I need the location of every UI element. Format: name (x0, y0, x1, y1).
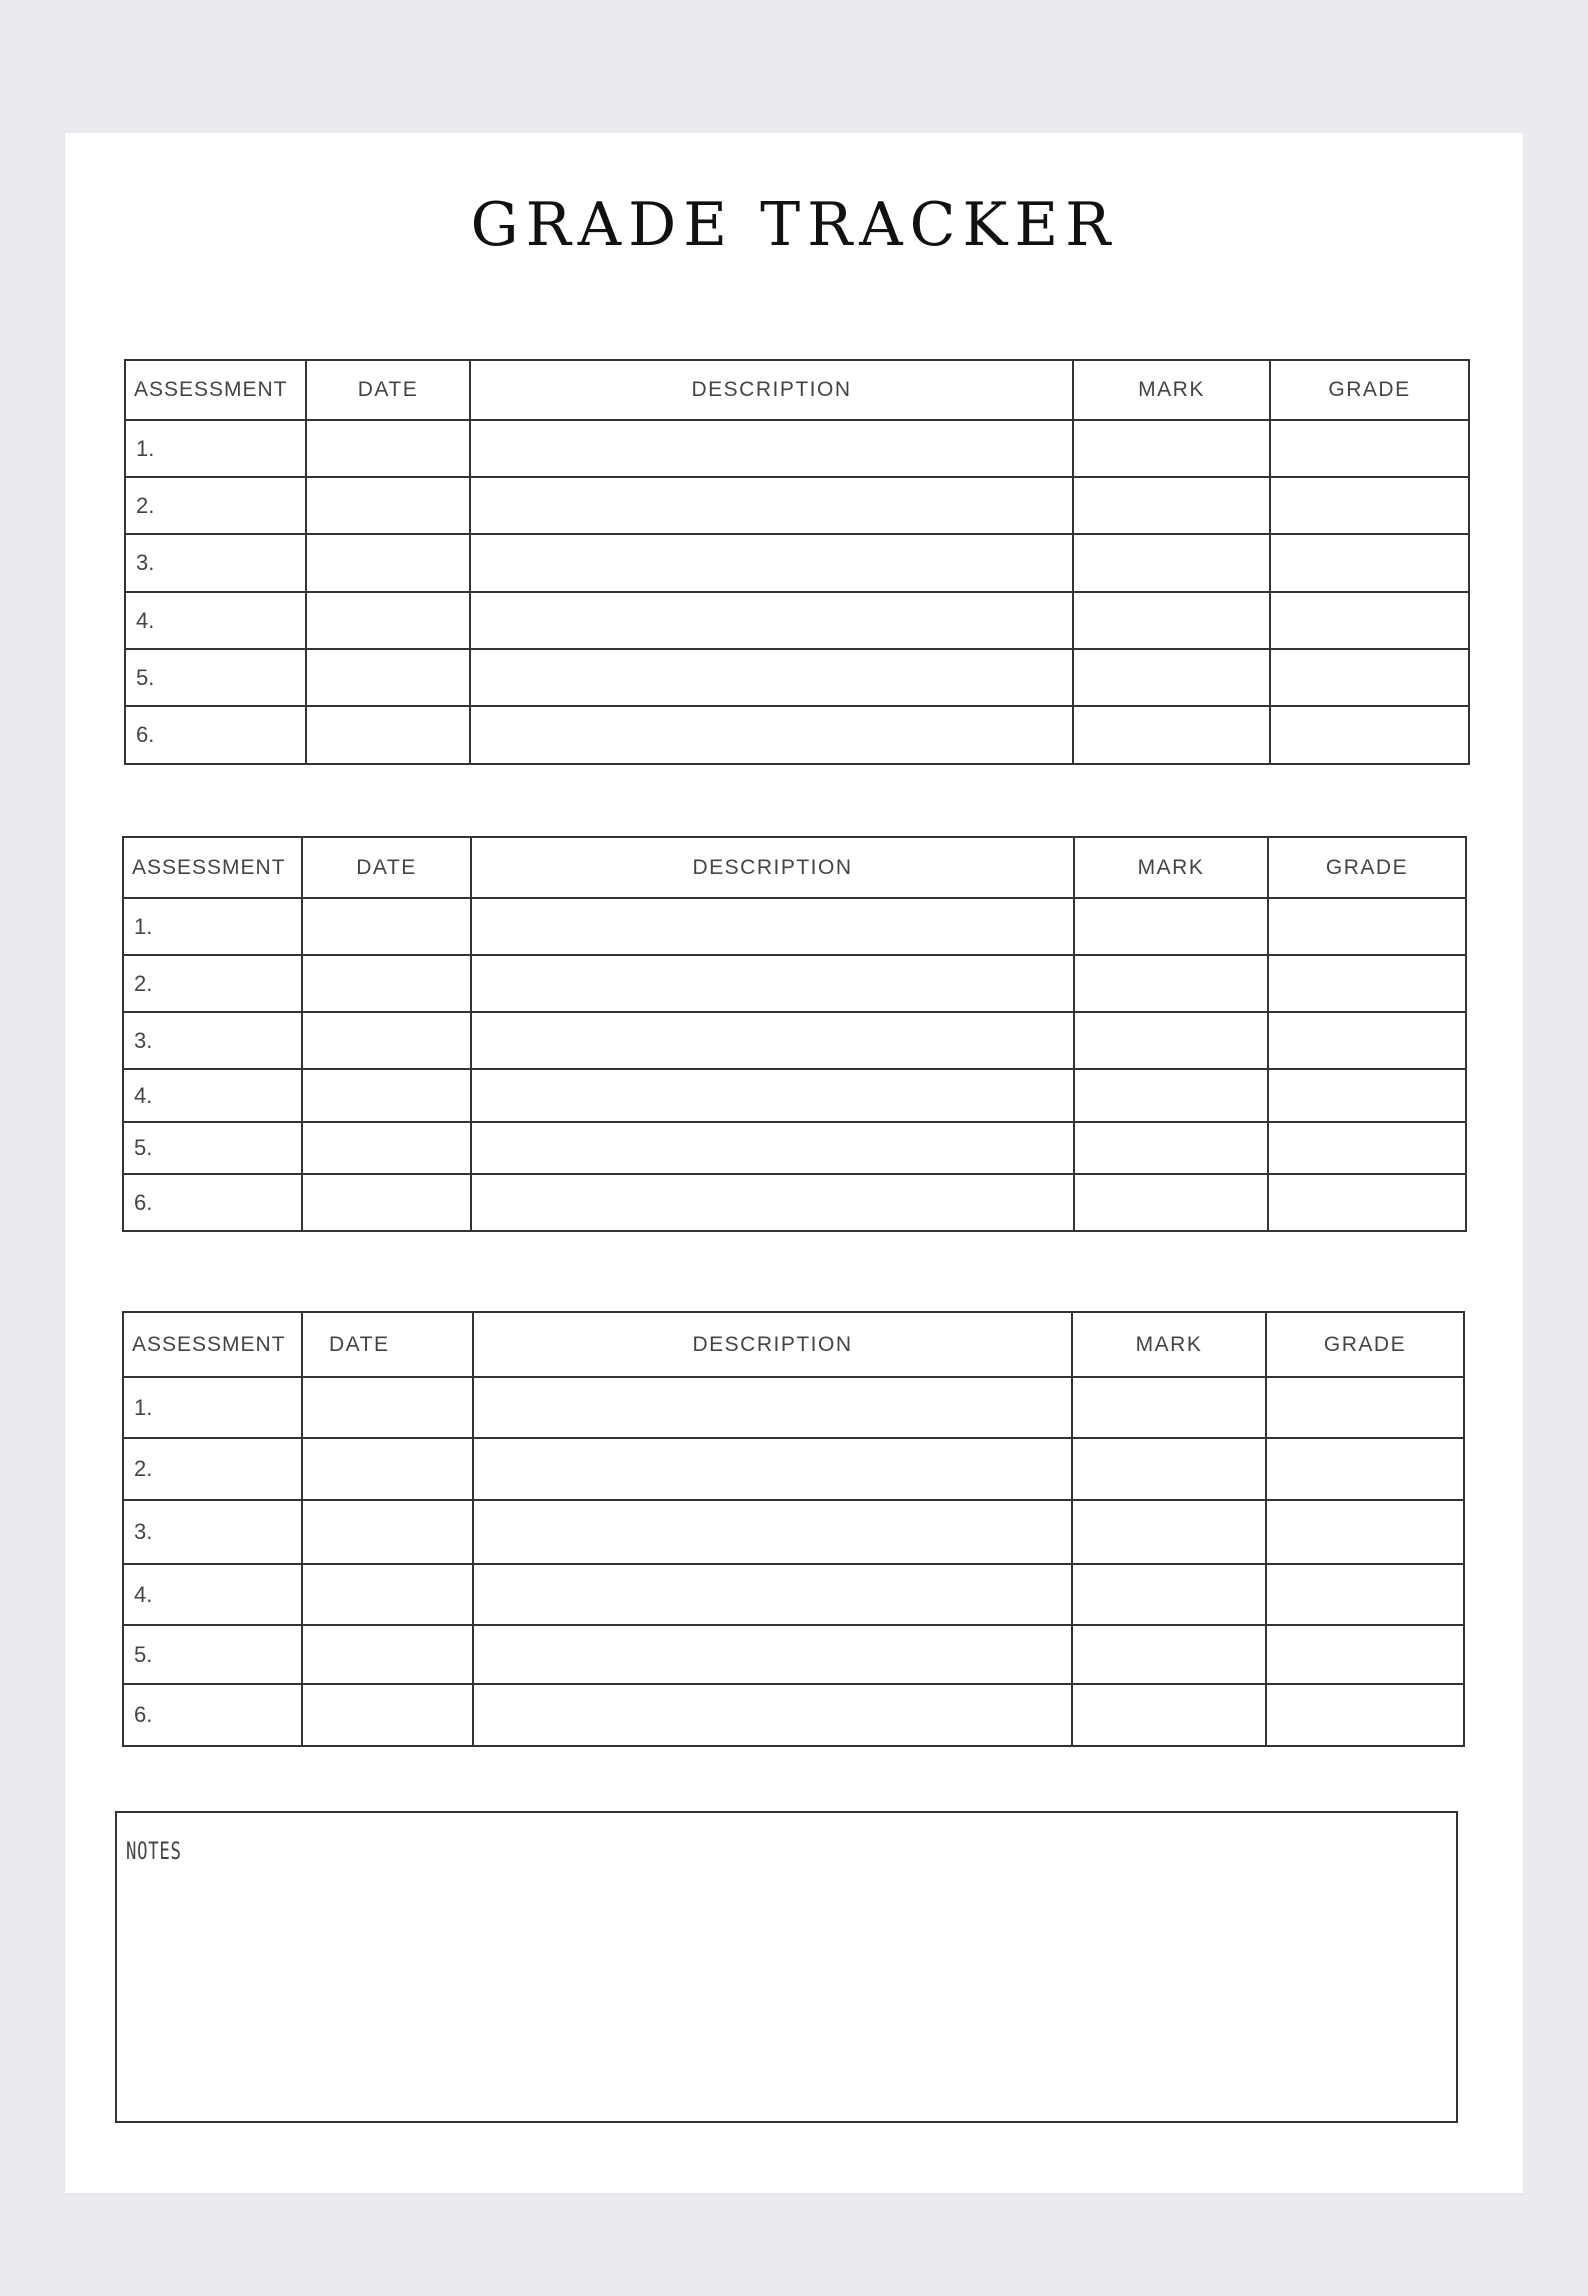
table-row (125, 420, 1469, 477)
description-cell[interactable] (470, 534, 1073, 592)
mark-cell[interactable] (1072, 1564, 1266, 1625)
date-cell[interactable] (302, 1564, 473, 1625)
grade-cell[interactable] (1268, 1069, 1466, 1122)
column-header-mark: MARK (1072, 1312, 1266, 1377)
page-title: GRADE TRACKER (470, 190, 1118, 260)
table-row (123, 1012, 1466, 1069)
date-cell[interactable] (306, 477, 470, 534)
column-header-assessment: ASSESSMENT (123, 837, 302, 898)
table-row (123, 1564, 1464, 1625)
assessment-number: 1. (125, 420, 306, 477)
grade-table-1 (124, 359, 1470, 765)
date-cell[interactable] (302, 955, 471, 1012)
grade-cell[interactable] (1268, 1012, 1466, 1069)
mark-cell[interactable] (1074, 1012, 1268, 1069)
table-row (125, 534, 1469, 592)
grade-cell[interactable] (1270, 649, 1469, 706)
assessment-number: 6. (123, 1684, 302, 1746)
date-cell[interactable] (302, 1684, 473, 1746)
mark-cell[interactable] (1074, 1069, 1268, 1122)
date-cell[interactable] (302, 898, 471, 955)
date-cell[interactable] (302, 1174, 471, 1231)
table-row (123, 1500, 1464, 1564)
mark-cell[interactable] (1073, 477, 1270, 534)
assessment-number: 3. (125, 534, 306, 592)
assessment-number: 6. (123, 1174, 302, 1231)
date-cell[interactable] (302, 1012, 471, 1069)
description-cell[interactable] (473, 1377, 1072, 1438)
table-row (123, 1069, 1466, 1122)
table-row (123, 898, 1466, 955)
table-row (125, 592, 1469, 649)
date-cell[interactable] (306, 534, 470, 592)
table-row (125, 706, 1469, 764)
grade-cell[interactable] (1270, 534, 1469, 592)
grade-cell[interactable] (1268, 898, 1466, 955)
grade-cell[interactable] (1266, 1500, 1464, 1564)
grade-cell[interactable] (1266, 1625, 1464, 1684)
mark-cell[interactable] (1072, 1438, 1266, 1500)
mark-cell[interactable] (1073, 420, 1270, 477)
assessment-number: 1. (123, 1377, 302, 1438)
date-cell[interactable] (306, 592, 470, 649)
grade-cell[interactable] (1270, 592, 1469, 649)
mark-cell[interactable] (1073, 706, 1270, 764)
column-header-mark: MARK (1074, 837, 1268, 898)
description-cell[interactable] (473, 1564, 1072, 1625)
description-cell[interactable] (473, 1500, 1072, 1564)
mark-cell[interactable] (1072, 1377, 1266, 1438)
grade-table-3 (122, 1311, 1465, 1747)
date-cell[interactable] (306, 420, 470, 477)
column-header-description: DESCRIPTION (471, 837, 1074, 898)
date-cell[interactable] (302, 1122, 471, 1174)
column-header-date: DATE (302, 1312, 473, 1377)
assessment-number: 4. (123, 1564, 302, 1625)
grade-cell[interactable] (1268, 955, 1466, 1012)
grade-cell[interactable] (1270, 420, 1469, 477)
description-cell[interactable] (471, 1012, 1074, 1069)
grade-cell[interactable] (1266, 1564, 1464, 1625)
column-header-assessment: ASSESSMENT (125, 360, 306, 420)
mark-cell[interactable] (1073, 592, 1270, 649)
column-header-mark: MARK (1073, 360, 1270, 420)
assessment-number: 1. (123, 898, 302, 955)
column-header-grade: GRADE (1268, 837, 1466, 898)
mark-cell[interactable] (1074, 1174, 1268, 1231)
table-row (123, 1174, 1466, 1231)
description-cell[interactable] (470, 592, 1073, 649)
grade-cell[interactable] (1266, 1684, 1464, 1746)
notes-label: NOTES (126, 1837, 182, 1865)
assessment-number: 5. (123, 1625, 302, 1684)
mark-cell[interactable] (1072, 1684, 1266, 1746)
mark-cell[interactable] (1074, 898, 1268, 955)
date-cell[interactable] (302, 1069, 471, 1122)
column-header-grade: GRADE (1270, 360, 1469, 420)
column-header-description: DESCRIPTION (470, 360, 1073, 420)
grade-cell[interactable] (1270, 477, 1469, 534)
assessment-number: 6. (125, 706, 306, 764)
assessment-number: 4. (123, 1069, 302, 1122)
table-header-row (125, 360, 1469, 420)
assessment-number: 5. (125, 649, 306, 706)
date-cell[interactable] (306, 649, 470, 706)
column-header-description: DESCRIPTION (473, 1312, 1072, 1377)
grade-cell[interactable] (1266, 1438, 1464, 1500)
mark-cell[interactable] (1073, 534, 1270, 592)
description-cell[interactable] (470, 649, 1073, 706)
description-cell[interactable] (471, 1069, 1074, 1122)
table-row (125, 649, 1469, 706)
table-row (123, 1377, 1464, 1438)
table-row (123, 1438, 1464, 1500)
description-cell[interactable] (470, 706, 1073, 764)
description-cell[interactable] (473, 1684, 1072, 1746)
table-row (123, 1684, 1464, 1746)
mark-cell[interactable] (1072, 1625, 1266, 1684)
grade-cell[interactable] (1270, 706, 1469, 764)
mark-cell[interactable] (1072, 1500, 1266, 1564)
assessment-number: 2. (125, 477, 306, 534)
description-cell[interactable] (471, 1174, 1074, 1231)
table-row (123, 955, 1466, 1012)
grade-table-2 (122, 836, 1467, 1232)
date-cell[interactable] (302, 1438, 473, 1500)
mark-cell[interactable] (1073, 649, 1270, 706)
assessment-number: 5. (123, 1122, 302, 1174)
table-row (123, 1625, 1464, 1684)
table-row (125, 477, 1469, 534)
description-cell[interactable] (473, 1438, 1072, 1500)
table-row (123, 1122, 1466, 1174)
grade-cell[interactable] (1268, 1174, 1466, 1231)
assessment-number: 2. (123, 955, 302, 1012)
date-cell[interactable] (302, 1377, 473, 1438)
grade-cell[interactable] (1268, 1122, 1466, 1174)
assessment-number: 3. (123, 1500, 302, 1564)
column-header-grade: GRADE (1266, 1312, 1464, 1377)
date-cell[interactable] (302, 1625, 473, 1684)
column-header-date: DATE (302, 837, 471, 898)
mark-cell[interactable] (1074, 1122, 1268, 1174)
table-header-row (123, 1312, 1464, 1377)
assessment-number: 3. (123, 1012, 302, 1069)
date-cell[interactable] (306, 706, 470, 764)
description-cell[interactable] (471, 955, 1074, 1012)
notes-box[interactable] (115, 1811, 1458, 2123)
mark-cell[interactable] (1074, 955, 1268, 1012)
date-cell[interactable] (302, 1500, 473, 1564)
description-cell[interactable] (471, 1122, 1074, 1174)
table-header-row (123, 837, 1466, 898)
description-cell[interactable] (471, 898, 1074, 955)
column-header-date: DATE (306, 360, 470, 420)
grade-cell[interactable] (1266, 1377, 1464, 1438)
description-cell[interactable] (470, 477, 1073, 534)
assessment-number: 2. (123, 1438, 302, 1500)
description-cell[interactable] (470, 420, 1073, 477)
description-cell[interactable] (473, 1625, 1072, 1684)
assessment-number: 4. (125, 592, 306, 649)
column-header-assessment: ASSESSMENT (123, 1312, 302, 1377)
